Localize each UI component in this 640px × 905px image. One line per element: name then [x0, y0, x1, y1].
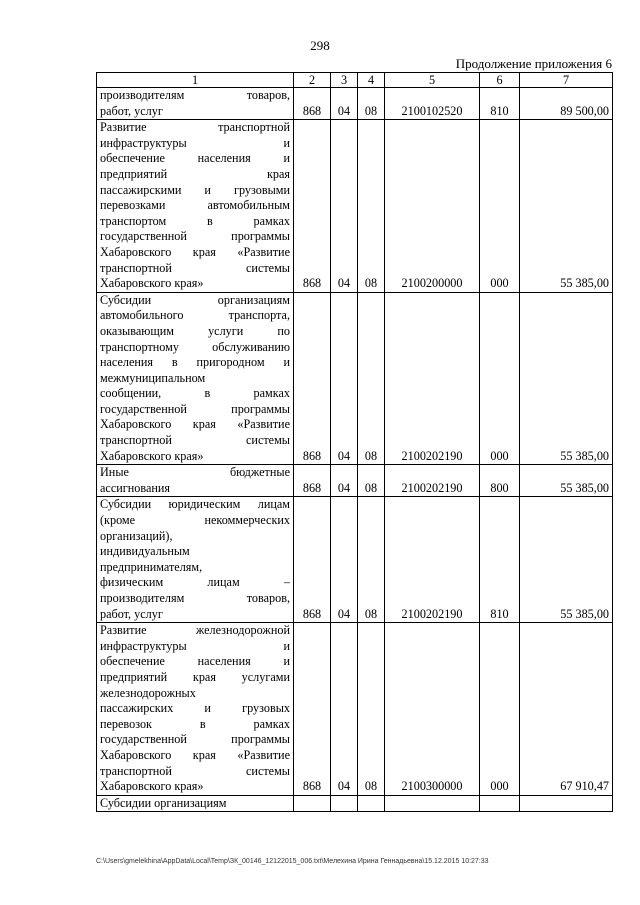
row-name-line: Субсидии организациям [100, 292, 290, 307]
row-name-line: транспортной системы [100, 260, 290, 275]
row-name-line: пассажирскими и грузовыми [100, 182, 290, 197]
row-amount-cell: 89 500,00 [520, 88, 613, 120]
row-name-line: (кроме некоммерческих [100, 513, 290, 528]
row-code-cell: 868 [294, 623, 331, 796]
row-subsection-cell: 08 [358, 465, 385, 497]
appendix-continuation-note: Продолжение приложения 6 [455, 56, 612, 71]
table-row [97, 795, 613, 812]
row-section-cell: 04 [331, 465, 358, 497]
row-name-line: транспортной системы [100, 763, 290, 778]
table-row [97, 497, 613, 623]
row-name-line: ассигнования [100, 480, 171, 495]
table-row [97, 120, 613, 293]
row-name-line: транспортной системы [100, 433, 290, 448]
row-name-line: Хабаровского края» [100, 276, 204, 291]
row-name-line: Хабаровского края «Развитие [100, 244, 290, 259]
row-name-line: транспортному обслуживанию [100, 339, 290, 354]
row-section-cell: 04 [331, 88, 358, 120]
row-subsection-cell: 08 [358, 623, 385, 796]
row-name-line: производителям товаров, [100, 591, 290, 605]
row-name-line: обеспечение населения и [100, 654, 290, 669]
row-name-line: работ, услуг [100, 606, 163, 621]
row-name-line: межмуниципальном [100, 370, 206, 385]
row-code-cell: 868 [294, 120, 331, 293]
row-type-cell: 000 [480, 623, 520, 796]
row-name-line: инфраструктуры и [100, 135, 290, 150]
row-name-line: инфраструктуры и [100, 638, 290, 653]
row-name-line: Субсидии организациям [100, 795, 227, 810]
file-path-footer: C:\Users\gmelekhina\AppData\Local\Temp\ЗК_00146_12122015_006.txt\Мелехина Ирина Геннадьевна\15.12.2015 10:27:33 [96, 858, 489, 865]
column-header-section: 3 [331, 73, 358, 88]
row-target-cell [385, 795, 480, 812]
row-code-cell [294, 795, 331, 812]
row-name-line: государственной программы [100, 401, 290, 416]
row-code-cell: 868 [294, 88, 331, 120]
row-type-cell: 000 [480, 292, 520, 465]
row-name-line: организаций), [100, 528, 173, 543]
table-row [97, 465, 613, 497]
row-name-cell [97, 88, 294, 120]
row-name-line: предприятий края услугами [100, 669, 290, 684]
row-target-cell: 2100300000 [385, 623, 480, 796]
row-target-cell: 2100202190 [385, 465, 480, 497]
row-amount-cell: 55 385,00 [520, 120, 613, 293]
row-name-cell [97, 292, 294, 465]
row-name-line: государственной программы [100, 732, 290, 747]
row-name-line: автомобильного транспорта, [100, 308, 290, 323]
row-type-cell: 000 [480, 120, 520, 293]
column-header-amount: 7 [520, 73, 613, 88]
row-name-line: предприятий края [100, 166, 290, 181]
row-name-line: оказывающим услуги по [100, 323, 290, 338]
table-row [97, 292, 613, 465]
row-section-cell [331, 795, 358, 812]
row-name-line: Субсидии юридическим лицам [100, 497, 290, 512]
table-body [97, 88, 613, 812]
table-header-row [97, 73, 613, 88]
row-section-cell: 04 [331, 120, 358, 293]
row-name-line: перевозок в рамках [100, 716, 290, 731]
row-name-line: предпринимателям, [100, 559, 203, 574]
row-name-cell [97, 465, 294, 497]
row-name-line: Хабаровского края» [100, 779, 204, 794]
page-number: 298 [310, 38, 330, 53]
row-target-cell: 2100202190 [385, 497, 480, 623]
row-subsection-cell: 08 [358, 88, 385, 120]
row-name-line: обеспечение населения и [100, 151, 290, 166]
budget-table [96, 72, 613, 812]
row-type-cell: 800 [480, 465, 520, 497]
row-name-line: Развитие транспортной [100, 120, 290, 135]
row-name-line: Хабаровского края» [100, 448, 204, 463]
row-name-line: перевозками автомобильным [100, 198, 290, 213]
row-type-cell: 810 [480, 88, 520, 120]
row-target-cell: 2100102520 [385, 88, 480, 120]
row-name-cell [97, 120, 294, 293]
row-name-line: населения в пригородном и [100, 355, 290, 370]
row-code-cell: 868 [294, 465, 331, 497]
table-row [97, 623, 613, 796]
row-name-line: государственной программы [100, 229, 290, 244]
row-name-line: Хабаровского края «Развитие [100, 747, 290, 762]
row-section-cell: 04 [331, 292, 358, 465]
row-subsection-cell: 08 [358, 292, 385, 465]
table-row [97, 88, 613, 120]
row-name-line: Хабаровского края «Развитие [100, 417, 290, 432]
column-header-name: 1 [97, 73, 294, 88]
row-target-cell: 2100200000 [385, 120, 480, 293]
column-header-type: 6 [480, 73, 520, 88]
column-header-code: 2 [294, 73, 331, 88]
row-code-cell: 868 [294, 292, 331, 465]
column-header-subsection: 4 [358, 73, 385, 88]
row-amount-cell: 55 385,00 [520, 465, 613, 497]
row-name-line: работ, услуг [100, 103, 163, 118]
column-header-target: 5 [385, 73, 480, 88]
row-name-cell [97, 795, 294, 812]
row-name-line: Иные бюджетные [100, 465, 290, 480]
row-name-line: транспортом в рамках [100, 213, 290, 228]
row-target-cell: 2100202190 [385, 292, 480, 465]
row-subsection-cell: 08 [358, 497, 385, 623]
row-amount-cell: 55 385,00 [520, 497, 613, 623]
row-subsection-cell: 08 [358, 120, 385, 293]
row-name-cell [97, 623, 294, 796]
row-amount-cell [520, 795, 613, 812]
row-name-line: производителям товаров, [100, 88, 290, 102]
row-name-line: пассажирских и грузовых [100, 701, 290, 716]
row-amount-cell: 67 910,47 [520, 623, 613, 796]
row-code-cell: 868 [294, 497, 331, 623]
row-name-line: сообщении, в рамках [100, 386, 290, 401]
row-name-cell [97, 497, 294, 623]
row-name-line: индивидуальным [100, 544, 190, 559]
row-section-cell: 04 [331, 623, 358, 796]
row-name-line: Развитие железнодорожной [100, 623, 290, 638]
row-name-line: железнодорожных [100, 685, 196, 700]
row-section-cell: 04 [331, 497, 358, 623]
row-subsection-cell [358, 795, 385, 812]
row-amount-cell: 55 385,00 [520, 292, 613, 465]
row-name-line: физическим лицам – [100, 575, 290, 590]
row-type-cell: 810 [480, 497, 520, 623]
row-type-cell [480, 795, 520, 812]
